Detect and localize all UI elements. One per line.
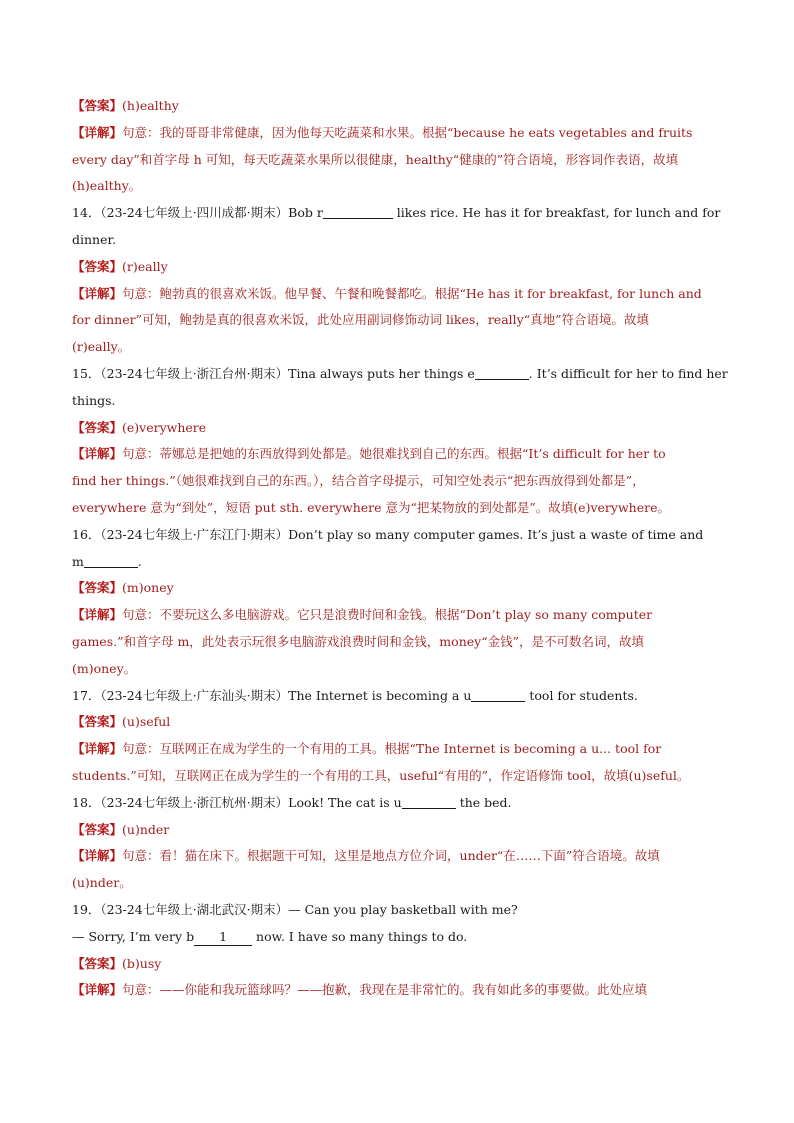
answer-text: (e)verywhere (122, 419, 207, 435)
question-18 (72, 790, 720, 817)
question-14-cont: dinner. (72, 231, 117, 247)
detail-line (72, 120, 720, 147)
detail-line (72, 441, 720, 468)
detail-tag: 【详解】 (72, 741, 123, 757)
detail-tag: 【详解】 (72, 982, 123, 998)
answer-tag: 【答案】 (72, 821, 123, 837)
question-text: — Sorry, I’m very b (72, 928, 195, 944)
answer-line (72, 575, 720, 602)
answer-blank (475, 365, 529, 380)
question-text: now. I have so many things to do. (252, 928, 468, 944)
detail-text: 句意：蒂娜总是把她的东西放得到处都是。她很难找到自己的东西。根据“It’s difficult for her to (122, 446, 666, 462)
detail-tag: 【详解】 (72, 607, 123, 623)
question-text: m (72, 553, 84, 569)
answer-tag: 【答案】 (72, 580, 123, 596)
exercise-content (72, 93, 728, 1004)
detail-line: (m)oney。 (72, 660, 137, 676)
detail-tag: 【详解】 (72, 446, 123, 462)
question-text: likes rice. He has it for breakfast, for lunch and for (392, 205, 721, 221)
answer-line (72, 93, 720, 120)
question-19-cont (72, 924, 720, 951)
detail-text: 句意：不要玩这么多电脑游戏。它只是浪费时间和金钱。根据“Don’t play so many computer (122, 607, 653, 623)
answer-tag: 【答案】 (72, 714, 123, 730)
answer-text: (h)ealthy (122, 98, 179, 113)
detail-line (72, 281, 720, 308)
question-text: 18．（23-24七年级上·浙江杭州·期末）Look! The cat is u (72, 794, 402, 810)
detail-line: (h)ealthy。 (72, 178, 142, 194)
question-15-cont: things. (72, 392, 116, 408)
question-text: 17．（23-24七年级上·广东汕头·期末）The Internet is becoming a u (72, 687, 472, 703)
question-text: 14．（23-24七年级上·四川成都·期末）Bob r (72, 205, 323, 221)
detail-text: 句意：——你能和我玩篮球吗？——抱歉，我现在是非常忙的。我有如此多的事要做。此处应填 (122, 982, 648, 998)
detail-line: games.”和首字母 m，此处表示玩很多电脑游戏浪费时间和金钱，money“金钱”，是不可数名词，故填 (72, 633, 644, 649)
detail-line: (u)nder。 (72, 875, 132, 891)
answer-tag: 【答案】 (72, 419, 123, 435)
answer-blank (84, 553, 138, 568)
answer-text: (b)usy (122, 955, 162, 971)
question-16: 16．（23-24七年级上·广东江门·期末）Don’t play so many computer games. It’s just a waste of time and (72, 526, 704, 542)
detail-line (72, 602, 720, 629)
detail-line: (r)eally。 (72, 339, 131, 355)
question-text: . (137, 553, 142, 569)
detail-text: 句意：我的哥哥非常健康，因为他每天吃蔬菜和水果。根据“because he eats vegetables and fruits (122, 124, 693, 140)
answer-tag: 【答案】 (72, 955, 123, 971)
detail-line: everywhere 意为“到处”，短语 put sth. everywhere 意为“把某物放的到处都是”。故填(e)verywhere。 (72, 499, 670, 515)
detail-tag: 【详解】 (72, 848, 123, 864)
answer-blank (471, 687, 525, 702)
question-text: the bed. (455, 794, 512, 810)
question-text: 15．（23-24七年级上·浙江台州·期末）Tina always puts her things e (72, 365, 475, 381)
answer-line (72, 817, 720, 844)
answer-line (72, 709, 720, 736)
detail-line (72, 843, 720, 870)
detail-line: find her things.”（她很难找到自己的东西。），结合首字母提示，可知空处表示“把东西放得到处都是”， (72, 473, 645, 489)
detail-line: for dinner”可知，鲍勃是真的很喜欢米饭，此处应用副词修饰动词 likes，really“真地”符合语境。故填 (72, 312, 649, 328)
answer-text: (u)nder (122, 821, 170, 837)
question-19: 19．（23-24七年级上·湖北武汉·期末）— Can you play basketball with me? (72, 901, 518, 917)
detail-line (72, 736, 720, 763)
answer-text: (r)eally (122, 258, 168, 274)
answer-line (72, 951, 720, 978)
answer-blank (323, 204, 393, 219)
detail-tag: 【详解】 (72, 285, 123, 301)
detail-text: 句意：看！猫在床下。根据题干可知，这里是地点方位介词，under“在……下面”符合语境。故填 (122, 848, 660, 864)
question-17 (72, 683, 720, 710)
answer-tag: 【答案】 (72, 98, 123, 113)
answer-blank (402, 794, 456, 809)
answer-line (72, 415, 720, 442)
detail-text: 句意：鲍勃真的很喜欢米饭。他早餐、午餐和晚餐都吃。根据“He has it for breakfast, for lunch and (122, 285, 702, 301)
answer-blank: 1 (194, 929, 252, 946)
answer-text: (u)seful (122, 714, 171, 730)
detail-text: 句意：互联网正在成为学生的一个有用的工具。根据“The Internet is becoming a u... tool for (122, 741, 662, 757)
answer-line (72, 254, 720, 281)
question-16-cont (72, 549, 720, 576)
detail-line: students.”可知，互联网正在成为学生的一个有用的工具，useful“有用的”，作定语修饰 tool，故填(u)seful。 (72, 767, 690, 783)
question-text: tool for students. (525, 687, 638, 703)
answer-text: (m)oney (122, 580, 174, 596)
detail-tag: 【详解】 (72, 124, 123, 140)
detail-line: every day”和首字母 h 可知，每天吃蔬菜水果所以很健康，healthy“健康的”符合语境，形容词作表语，故填 (72, 151, 679, 167)
detail-line (72, 977, 720, 1004)
answer-tag: 【答案】 (72, 258, 123, 274)
question-15 (72, 361, 728, 388)
question-text: . It’s difficult for her to find her (528, 365, 728, 381)
question-14 (72, 200, 720, 227)
